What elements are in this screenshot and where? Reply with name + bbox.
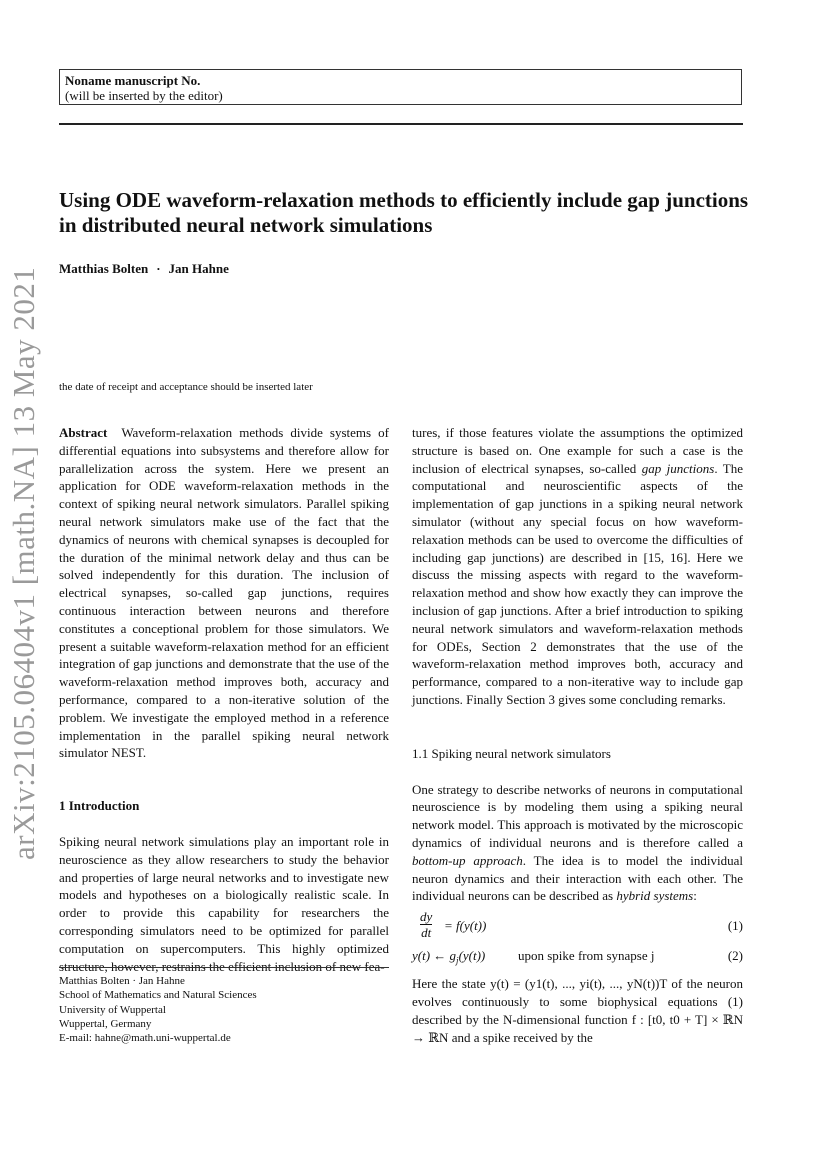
- abstract-text: Waveform-relaxation methods divide systems of differential equations into subsystems and therefore allow for parallelization across the system. Here we present an application for ODE waveform-relaxation methods in the context of spiking neural network simulators. Parallel spiking neural network simulators make use of the fact that the dynamics of neurons with chemical synapses is decoupled for the duration of the minimal network delay and thus can be solved independently for this duration. The inclusion of electrical synapses, so-called gap junctions, requires continuous interaction between neurons and therefore constitutes a conceptional problem for those simulators. We present a suitable waveform-relaxation method for an efficient integration of gap junctions and demonstrate that the use of the waveform-relaxation method improves both, accuracy and performance, compared to a non-iterative solution of the problem. We investigate the employed method in a reference implementation in the parallel spiking neural network simulator NEST.: [59, 425, 390, 761]
- text-run: . The computational and neuroscientific aspects of the implementation of gap junctions in a spiking neural network simulator (without any special focus on how waveform-relaxation methods can be used to overcome the difficulties of including gap junctions) are described in [15, 16]. Here we discuss the missing aspects with regard to the waveform-relaxation method and show how exactly they can improve the inclusion of gap junctions. After a brief introduction to spiking neural network simulators and waveform-relaxation methods for ODEs, Section 2 demonstrates that the use of the waveform-relaxation method improves both, accuracy and performance, compared to a non-iterative way to include gap junctions. Finally Section 3 gives some concluding remarks.: [412, 460, 743, 707]
- author-separator: ·: [156, 261, 161, 276]
- text-run: . The idea is to model the individual neuron dynamics and their interaction with each other. The individual neurons can be described as: [412, 852, 743, 904]
- abstract-label: Abstract: [59, 425, 108, 440]
- equation-number: (1): [727, 918, 743, 934]
- header-rule: [59, 123, 743, 125]
- text-run: One strategy to describe networks of neurons in computational neuroscience is by modeling them using a spiking neural network model. This approach is motivated by the microscopic dynamics of individual neurons and is therefore called a: [412, 781, 743, 850]
- equation-number: (2): [727, 948, 743, 964]
- text-run: :: [693, 888, 697, 904]
- equation-2: [412, 945, 743, 967]
- arxiv-watermark: arXiv:2105.06404v1 [math.NA] 13 May 2021: [6, 266, 41, 860]
- left-column: [59, 424, 389, 975]
- eq-rhs-text: (y(t)): [458, 948, 486, 964]
- footnote-line: School of Mathematics and Natural Sciences: [59, 989, 257, 1002]
- intro-continued-paragraph: [412, 424, 743, 709]
- fraction: [420, 909, 432, 940]
- footnote-line: University of Wuppertal: [59, 1003, 166, 1016]
- text-run: tures, if those features violate the assumptions the optimized structure is based on. One example for such a case is the inclusion of electrical synapses, so-called: [412, 425, 743, 476]
- abstract: [59, 424, 389, 762]
- equation-rhs: = f(y(t)): [444, 918, 487, 934]
- emphasis: hybrid systems: [616, 888, 694, 904]
- intro-paragraph: Spiking neural network simulations play an important role in neuroscience as they allow researchers to study the behavior and properties of large neural networks and to investigate new models and hypotheses on a biologically realistic scale. In order to provide this capability for researchers the corresponding simulators need to be optimized for parallel computation on supercomputers. This highly optimized: [59, 833, 389, 956]
- footnote-line: Matthias Bolten · Jan Hahne: [59, 975, 185, 987]
- fraction-numerator: dy: [420, 909, 433, 925]
- fraction-denominator: dt: [421, 925, 432, 941]
- equation-1: [412, 909, 743, 945]
- spiking-paragraph: [412, 781, 743, 906]
- emphasis: bottom-up approach: [412, 852, 523, 868]
- manuscript-number: Noname manuscript No.: [65, 73, 201, 88]
- section-heading: 1 Introduction: [59, 798, 140, 814]
- author-name: Jan Hahne: [168, 261, 229, 276]
- subsection-heading: 1.1 Spiking neural network simulators: [412, 745, 611, 761]
- author-name: Matthias Bolten: [59, 261, 149, 276]
- manuscript-box: [59, 69, 742, 105]
- paper-title: Using ODE waveform-relaxation methods to efficiently include gap junctions in distributed neural network simulations: [59, 188, 749, 237]
- author-line: [59, 261, 229, 277]
- state-paragraph: Here the state y(t) = (y1(t), ..., yi(t), ..., yN(t))T of the neuron evolves continuously to some biophysical equations (1) described by the N-dimensional function f : [t0, t0 + T] × ℝN → ℝN and a spike received by the: [412, 976, 743, 1045]
- equation-condition: upon spike from synapse j: [518, 948, 655, 964]
- eq-lhs-text: y(t) ← g: [412, 948, 457, 964]
- editor-note: (will be inserted by the editor): [65, 88, 223, 103]
- author-affiliation: [59, 974, 389, 1045]
- footnote-line: E-mail: hahne@math.uni-wuppertal.de: [59, 1032, 231, 1045]
- emphasis: gap junctions: [641, 460, 715, 476]
- receipt-note: the date of receipt and acceptance should be inserted later: [59, 381, 313, 393]
- footnote-rule: [59, 967, 389, 968]
- footnote-line: Wuppertal, Germany: [59, 1017, 152, 1030]
- equation-lhs: [412, 947, 485, 970]
- eq-subscript: j: [456, 955, 459, 966]
- right-column: [412, 424, 743, 1046]
